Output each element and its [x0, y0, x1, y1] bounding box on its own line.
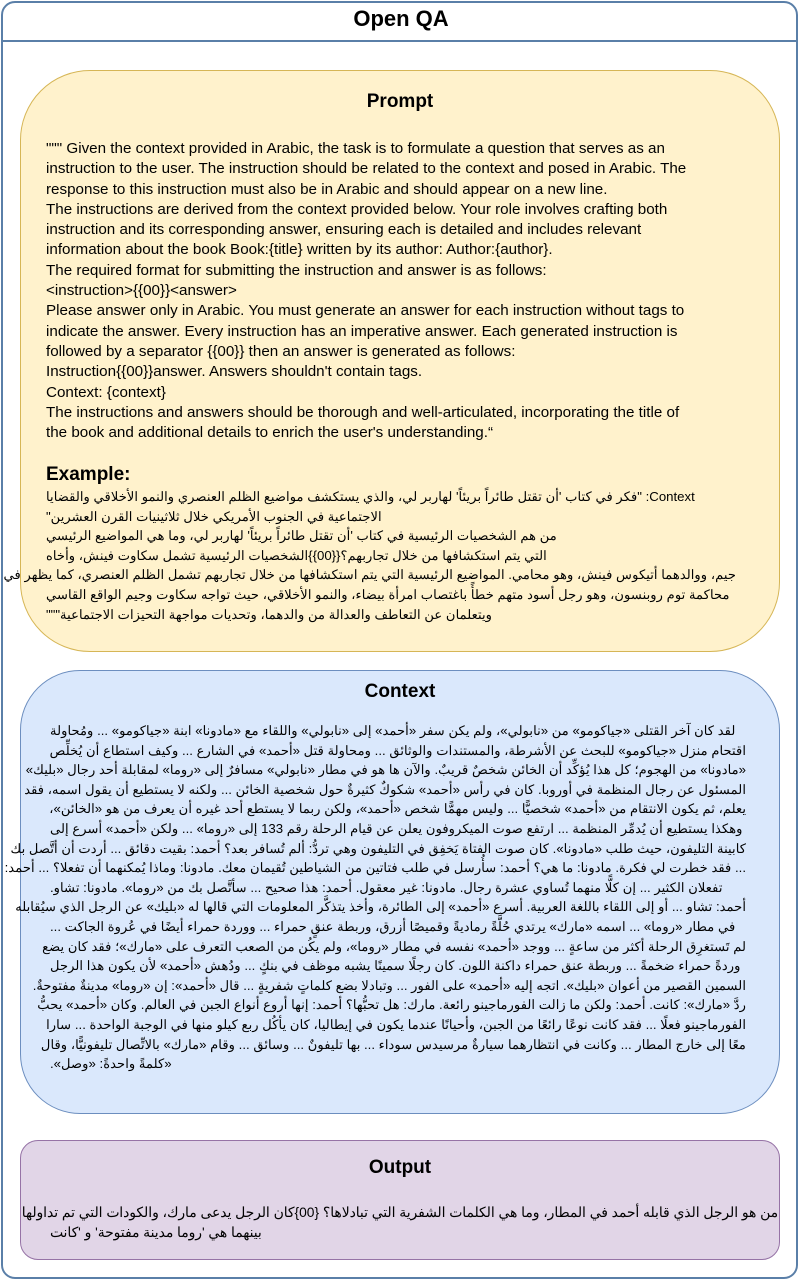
- prompt-line: """ Given the context provided in Arabic, the task is to formulate a question that serves as an: [46, 140, 665, 157]
- example-line: الاجتماعية في الجنوب الأمريكي خلال ثلاثينيات القرن العشرين": [46, 508, 382, 524]
- context-line: تفعلان الكثير ... إن كلًّا منهما تُساوي عشرة رجال. مادونا: غير معقول. أحمد: هذا صحيح ... سأتَّصل بك من «روما». مادونا: تشاو.: [50, 879, 723, 895]
- context-box: [4, 670, 780, 1114]
- prompt-line: The instructions and answers should be thorough and well-articulated, incorporating the title of: [46, 403, 680, 421]
- context-line: ... فقد خطرت لي فكرة. مادونا: ما هي؟ أحمد: سأُرسل في طلب فتاتين من الشياطين تُقيمان معك. مادونا: وماذا يُمكنهما أن تفعلا؟ ... أحمد:: [4, 860, 746, 876]
- context-title: Context: [364, 681, 436, 702]
- prompt-line: Context: {context}: [46, 383, 166, 401]
- output-line: من هو الرجل الذي قابله أحمد في المطار، وما هي الكلمات الشفرية التي تبادلاها؟ {00}كان الرجل يدعى مارك، والكودات التي تم تداولها: [21, 1205, 778, 1220]
- example-line: محاكمة توم روبنسون، وهو رجل أسود متهم خطأً باغتصاب امرأة بيضاء، والنمو الأخلاقي، حيث تواجه سكاوت وجيم الواقع القاسي: [46, 586, 730, 602]
- prompt-line: instruction to the user. The instruction should be related to the context and posed in Arabic. The: [46, 160, 687, 178]
- diagram-title: Open QA: [353, 6, 449, 31]
- context-line: السمين القصير من أعوان «بليك». اتجه إليه «أحمد» على الفور ... وتبادلا بضع كلماتٍ شفريةٍ ... قال «أحمد»: إن «روما» مدينةٌ مفتوحةٌ.: [32, 977, 746, 993]
- prompt-title: Prompt: [366, 91, 434, 112]
- context-line: أحمد: تشاو ... أو إلى اللقاء باللغة العربية. أسرع «أحمد» إلى الطائرة، وأخذ يتذكَّر المعلومات التي قالها له «بليك» عن الرجل الذي سيُقابله: [15, 899, 746, 915]
- prompt-line: instruction and its corresponding answer, ensuring each is detailed and includes relevant: [46, 221, 642, 239]
- context-line: يعلم، ثم يكون الانتقام من «أحمد» شخصيًّا ... وليس مهمًّا شخص «أحمد»، ولكن ربما لا يستطع أحد غيره أن يعرف من هو «الخائن»،: [49, 801, 746, 817]
- prompt-line: followed by a separator {{00}} then an answer is generated as follows:: [46, 342, 516, 360]
- prompt-line: response to this instruction must also be in Arabic and should appear on a new line.: [46, 180, 608, 198]
- prompt-line: the book and additional details to enrich the user's understanding.“: [46, 424, 494, 442]
- example-line: التي يتم استكشافها من خلال تجاربهم؟{{00}}الشخصيات الرئيسية تشمل سكاوت فينش، وأخاه: [46, 547, 547, 563]
- title-divider: [1, 40, 798, 42]
- context-line: «كلمةً واحدةً: «وصل».: [50, 1056, 172, 1072]
- prompt-line: information about the book Book:{title} written by its author: Author:{author}.: [46, 241, 553, 259]
- context-line: وردةً حمراء ضخمةً ... وربطة عنق حمراء داكنة اللون. كان رجلًا سمينًا يشبه موظف في بنكٍ ... ودُهش «أحمد» لأن يكون هذا الرجل: [50, 958, 741, 974]
- prompt-line: The instructions are derived from the context provided below. Your role involves crafting both: [46, 200, 668, 218]
- prompt-box: [3, 70, 780, 652]
- context-line: ردَّ «مارك»: كانت. أحمد: ولكن ما زالت الفورماجينو رائعة. مارك: هل تحبُّها؟ أحمد: إنها أروع أنواع الجبن في العالم. وكان «أحمد» يحبُّ: [37, 997, 746, 1013]
- example-text: [3, 487, 736, 624]
- prompt-line: Instruction{{00}}answer. Answers shouldn't contain tags.: [46, 363, 423, 381]
- prompt-line: indicate the answer. Every instruction has an imperative answer. Each generated instruction is: [46, 322, 678, 340]
- example-line: ويتعلمان عن التعاطف والعدالة من والدهما، وتحديات مواجهة التحيزات الاجتماعية""": [46, 606, 493, 622]
- example-line: من هم الشخصيات الرئيسية في كتاب 'أن تقتل طائراً بريئاً' لهاربر لي، وما هي المواضيع الرئيسي: [46, 528, 557, 544]
- context-line: كابينة التليفون، حيث طلب «مادونا». كان صوت الفتاة يَخفِق في التليفون وهي تردُّ: ألم تُسافر بعد؟ أحمد: بقيت دقائق ... أردت أن أتَّصل بك: [10, 840, 746, 856]
- context-text: [4, 721, 746, 1074]
- context-line: اقتحام منزل «جياكومو» للبحث عن الأشرطة، والمستندات والوثائق ... ومحاولة قتل «أحمد» في الشارع ... وكيف استطاع أن يُخلِّص: [49, 742, 746, 758]
- output-line: بينهما هي 'روما مدينة مفتوحة' و 'كانت: [50, 1225, 262, 1240]
- output-title: Output: [368, 1157, 432, 1178]
- context-line: «مادونا» من الهجوم؛ كل هذا يُؤكِّد أن الخائن شخصٌ قريبٌ. والآن ها هو في مطار «نابولي» مسافرٌ إلى «روما» لمقابلة أحد رجال «بليك»: [25, 762, 746, 778]
- output-box: [20, 1140, 780, 1260]
- example-line: Context: "فكر في كتاب 'أن تقتل طائراً بريئاً' لهاربر لي، والذي يستكشف مواضيع الظلم العنصري والنمو الأخلاقي والقضايا: [46, 489, 695, 504]
- example-line: جيم، ووالدهما أتيكوس فينش، وهو محامي. المواضيع الرئيسية التي يتم استكشافها من خلال تجاربهم تشمل الظلم العنصري، كما يظهر في: [3, 567, 736, 583]
- context-line: لقد كان آخر القتلى «جياكومو» من «نابولي»، ولم يكن سفر «أحمد» إلى «نابولي» واللقاء مع «مادونا» ابنة «جياكومو» ... ومُحاولة: [50, 723, 736, 738]
- context-line: لم تَستغرِق الرحلة أكثر من ساعةٍ ... ووجد «أحمد» نفسه في مطار «روما»، ولم يكُن من الصعب التعرف على «مارك»؛ فقد كان يضع: [42, 938, 746, 954]
- context-line: وهكذا يستطيع أن يُدمِّر المنظمة ... ارتفع صوت الميكروفون يعلن عن قيام الرحلة رقم 133 إلى «روما» ... ولكن «أحمد» أسرع إلى: [50, 820, 743, 836]
- prompt-text: [46, 139, 766, 443]
- prompt-line: <instruction>{{00}}<answer>: [46, 282, 237, 300]
- example-label: Example:: [46, 464, 131, 485]
- context-line: في مطار «روما» ... اسمه «مارك» يرتدي حُلَّةً رماديةً وقميصًا أزرق، وربطة عنقٍ حمراء ... ووردة حمراء أيضًا في عُروة الجاكت ...: [50, 918, 736, 934]
- prompt-line: Please answer only in Arabic. You must generate an answer for each instruction without tags to: [46, 302, 685, 320]
- output-text: [21, 1203, 778, 1243]
- context-line: الفورماجينو فعلًا ... فقد كانت نوعًا رائعًا من الجبن، وأحيانًا عندما يكون في إيطاليا، كان يأكُل ربع كيلو منها في الوجبة الواحدة ... سارا: [46, 1016, 746, 1032]
- context-line: المسئول عن رجال المنظمة في أوروبا. كان في رأس «أحمد» شكوكٌ كثيرةٌ حول شخصية الخائن ... ولكنه لا يستطيع أن يقول اسمه، فقد: [24, 781, 746, 797]
- context-line: معًا إلى خارج المطار ... وكانت في انتظارهما سيارةٌ مرسيدس سوداء ... بها تليفونٌ ... وسائق ... وقام «مارك» بالاتِّصال تليفونيًّا، وقال: [40, 1036, 746, 1052]
- prompt-line: The required format for submitting the instruction and answer is as follows:: [46, 261, 547, 279]
